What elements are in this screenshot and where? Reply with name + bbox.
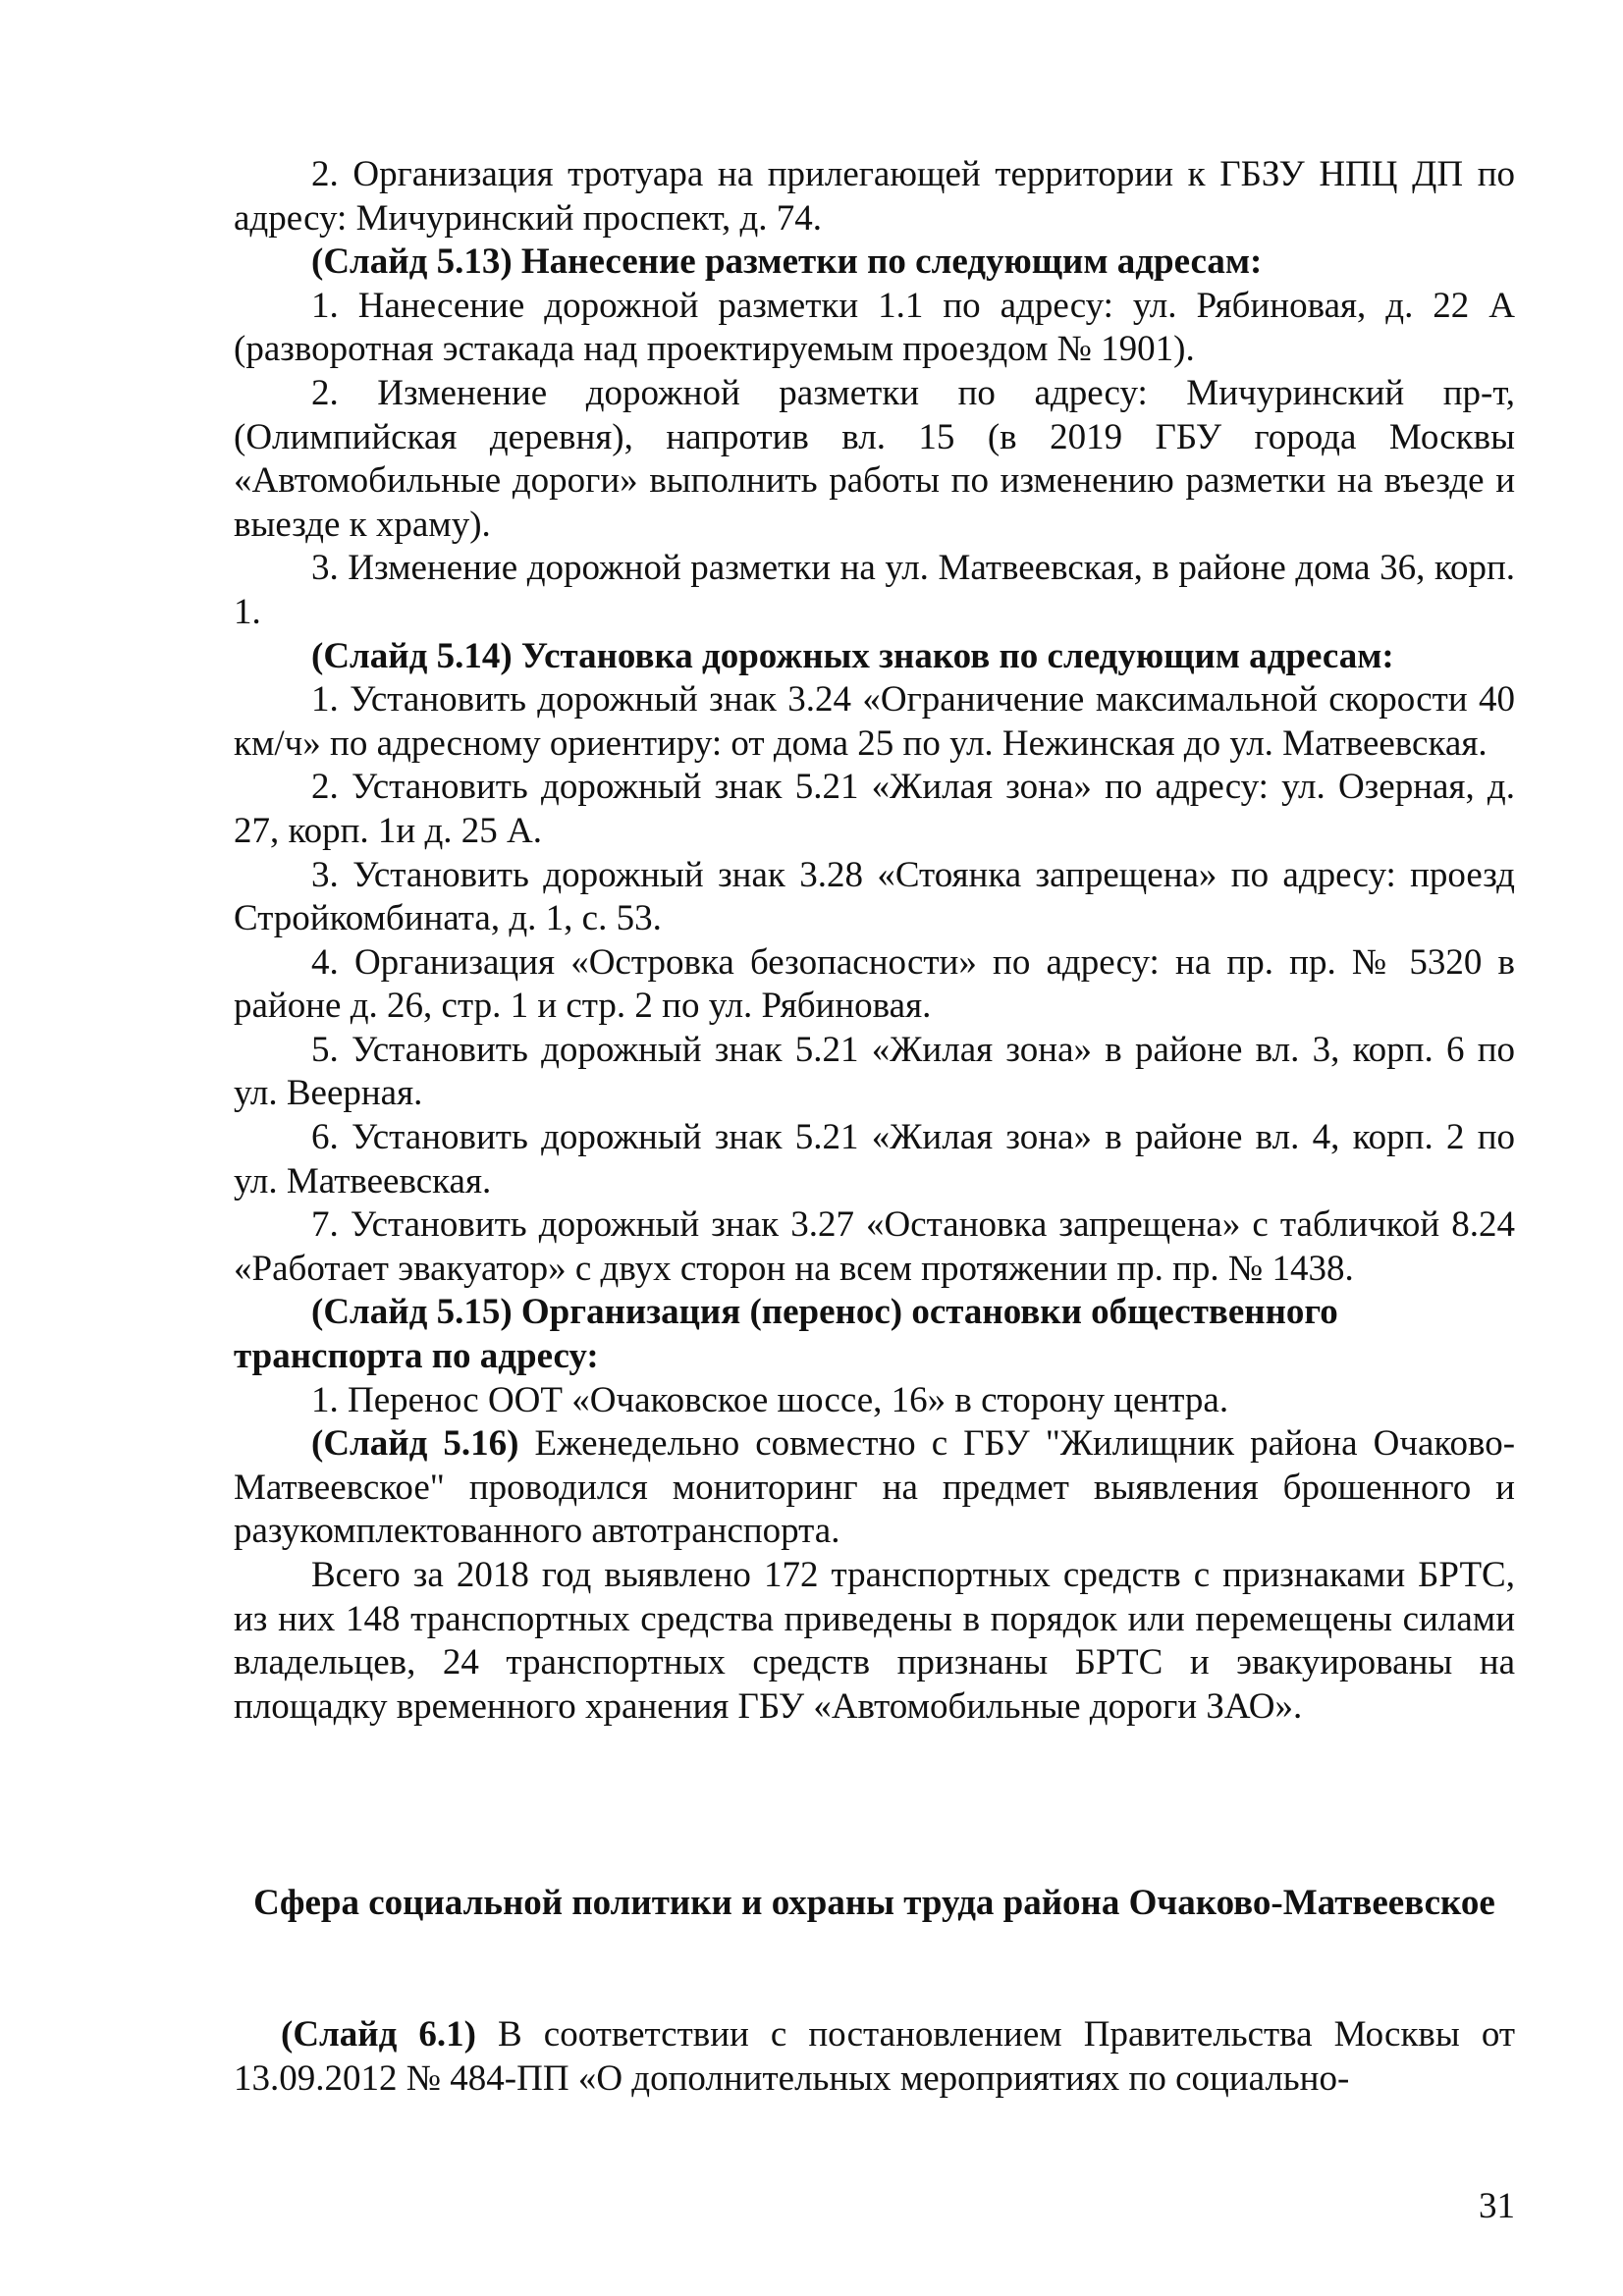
- slide-heading: [234, 635, 1515, 679]
- paragraph: 6. Установить дорожный знак 5.21 «Жилая зона» в районе вл. 4, корп. 2 по ул. Матвеевская.: [234, 1117, 1515, 1201]
- paragraph-text: В соответствии с постановлением Правительства Москвы от 13.09.2012 № 484-ПП «О дополнительных мероприятиях по социально-: [234, 2014, 1516, 2099]
- paragraph: 1. Нанесение дорожной разметки 1.1 по адресу: ул. Рябиновая, д. 22 А (разворотная эстакада над проектируемым проездом № 1901).: [234, 285, 1515, 370]
- heading-text: (Слайд 5.14) Установка дорожных знаков по следующим адресам:: [311, 635, 1394, 676]
- paragraph: 2. Установить дорожный знак 5.21 «Жилая зона» по адресу: ул. Озерная, д. 27, корп. 1и д. 25 А.: [234, 767, 1515, 851]
- paragraph-text: Еженедельно совместно с ГБУ "Жилищник района Очаково-Матвеевское" проводился мониторинг на предмет выявления брошенного и разукомплектованного автотранспорта.: [234, 1423, 1516, 1552]
- slide-heading: [234, 240, 1515, 285]
- paragraph: 4. Организация «Островка безопасности» по адресу: на пр. пр. № 5320 в районе д. 26, стр. 1 и стр. 2 по ул. Рябиновая.: [234, 941, 1515, 1027]
- heading-text: (Слайд 5.13) Нанесение разметки по следующим адресам:: [311, 241, 1263, 283]
- paragraph-with-slide-ref: [234, 2012, 1515, 2101]
- slide-ref: (Слайд 6.1): [281, 2014, 476, 2055]
- document-body: [234, 153, 1515, 1729]
- paragraph: 7. Установить дорожный знак 3.27 «Остановка запрещена» с табличкой 8.24 «Работает эвакуатор» с двух сторон на всем протяжении пр. пр. № 1438.: [234, 1204, 1515, 1289]
- section-title: Сфера социальной политики и охраны труда района Очаково-Матвеевское: [253, 1883, 1495, 1923]
- paragraph: 1. Перенос ООТ «Очаковское шоссе, 16» в сторону центра.: [311, 1379, 1229, 1420]
- paragraph-with-slide-ref: [234, 1422, 1515, 1554]
- paragraph: Всего за 2018 год выявлено 172 транспортных средств с признаками БРТС, из них 148 транспортных средства приведены в порядок или перемещены силами владельцев, 24 транспортных средств признаны БРТС и эвакуированы на площадку временного хранения ГБУ «Автомобильные дороги ЗАО».: [234, 1555, 1515, 1727]
- heading-text: (Слайд 5.15) Организация (перенос) остановки общественного транспорта по адресу:: [234, 1292, 1338, 1377]
- paragraph: 3. Установить дорожный знак 3.28 «Стоянка запрещена» по адресу: проезд Стройкомбината, д. 1, с. 53.: [234, 854, 1515, 939]
- paragraph: 2. Изменение дорожной разметки по адресу: Мичуринский пр-т, (Олимпийская деревня), напротив вл. 15 (в 2019 ГБУ города Москвы «Автомобильные дороги» выполнить работы по изменению разметки на въезде и выезде к храму).: [234, 372, 1515, 545]
- paragraph: 2. Организация тротуара на прилегающей территории к ГБЗУ НПЦ ДП по адресу: Мичуринский проспект, д. 74.: [234, 154, 1515, 239]
- paragraph: 3. Изменение дорожной разметки на ул. Матвеевская, в районе дома 36, корп. 1.: [234, 548, 1515, 632]
- paragraph: 5. Установить дорожный знак 5.21 «Жилая зона» в районе вл. 3, корп. 6 по ул. Веерная.: [234, 1029, 1515, 1114]
- section-intro: [234, 2012, 1515, 2101]
- slide-heading: [234, 1291, 1515, 1378]
- paragraph: 1. Установить дорожный знак 3.24 «Ограничение максимальной скорости 40 км/ч» по адресному ориентиру: от дома 25 по ул. Нежинская до ул. Матвеевская.: [234, 679, 1515, 764]
- page-number: 31: [1479, 2186, 1515, 2226]
- slide-ref: (Слайд 5.16): [311, 1423, 519, 1465]
